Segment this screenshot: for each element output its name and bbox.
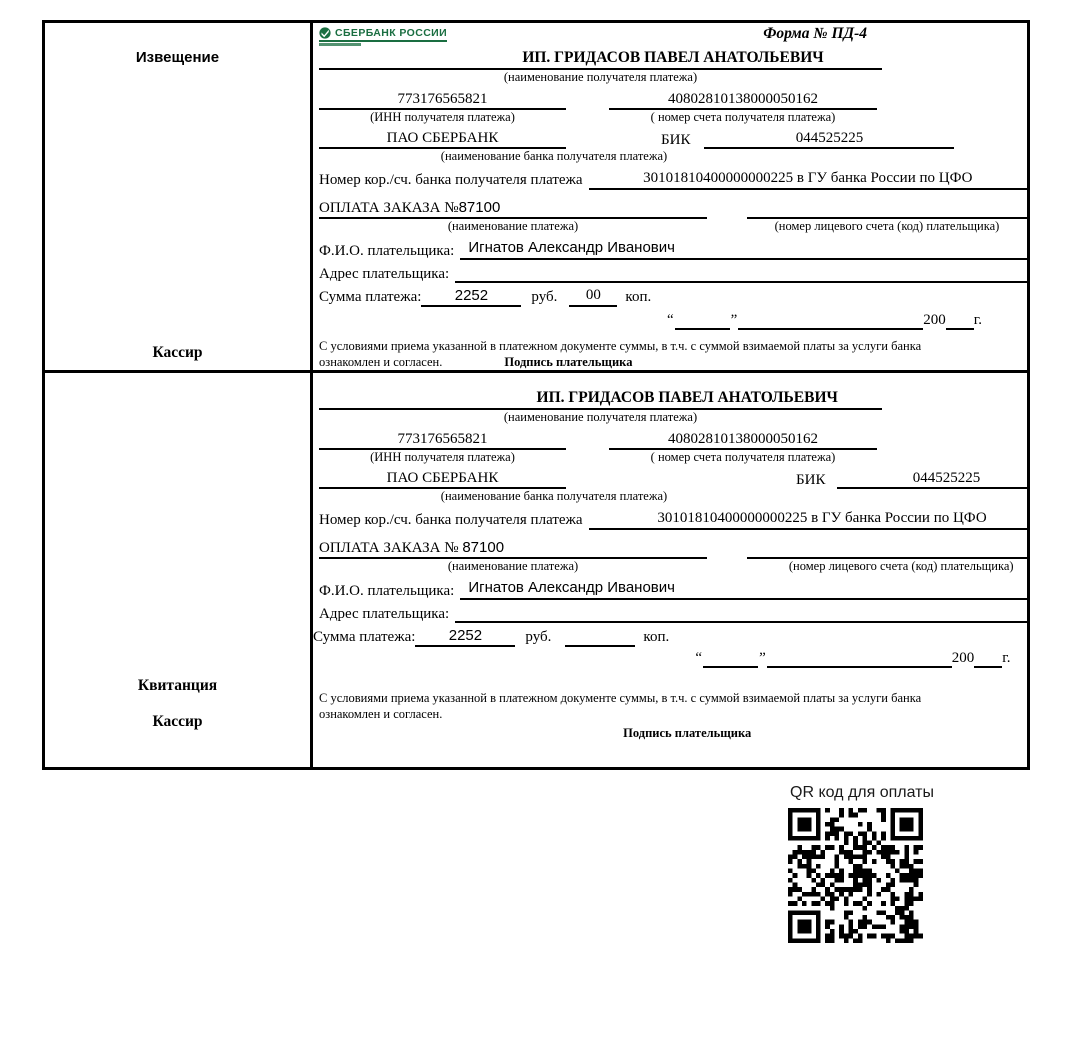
date-day-field: [703, 649, 758, 668]
payer-name-row: [319, 239, 1027, 260]
payment-name-row: [319, 199, 1027, 219]
order-number: 87100: [462, 538, 505, 556]
open-quote: “: [666, 312, 674, 329]
year-suffix: г.: [973, 312, 982, 329]
order-number: 87100: [458, 198, 501, 216]
payment-captions-row: [319, 559, 1027, 573]
bik-value: 044525225: [704, 130, 954, 149]
corr-account-row: [319, 510, 1027, 529]
notice-header-row: [319, 25, 1027, 49]
payer-address-row: [319, 263, 1027, 283]
payment-name-field: [319, 539, 707, 559]
date-month-field: [767, 649, 952, 668]
recipient-caption: (наименование получателя платежа): [503, 69, 698, 84]
date-row: [319, 311, 1027, 330]
kopecks-value: [565, 628, 635, 647]
open-quote: “: [695, 650, 703, 667]
inn-account-captions: [319, 450, 1027, 464]
sberbank-logo-text: СБЕРБАНК РОССИИ: [335, 27, 448, 39]
field-gap: [707, 219, 747, 233]
payer-address-field: [455, 603, 1027, 623]
account-value: 40802810138000050162: [609, 91, 877, 110]
date-year-field: [946, 311, 974, 330]
sberbank-logo-row: [319, 27, 447, 42]
payer-address-label: Адрес плательщика:: [319, 606, 450, 623]
agreement-line2: ознакомлен и согласен.: [319, 706, 443, 721]
year-prefix: 200: [951, 650, 975, 667]
payer-name-label: Ф.И.О. плательщика:: [319, 583, 455, 600]
close-quote: ”: [730, 312, 738, 329]
receipt-main-column: [313, 373, 1027, 767]
rub-label: руб.: [525, 629, 552, 646]
notice-section: [45, 23, 1027, 370]
inn-caption: (ИНН получателя платежа): [370, 110, 515, 125]
personal-account-caption: (номер лицевого счета (код) плательщика): [774, 218, 1000, 233]
agreement-line2-row: [319, 354, 1027, 370]
date-month-field: [738, 311, 923, 330]
field-gap: [566, 450, 609, 464]
amount-value: 2252: [415, 627, 515, 646]
corr-value: 30101810400000000225 в ГУ банка России по ЦФО: [589, 170, 1027, 189]
agreement-line1: С условиями приема указанной в платежном документе суммы, в т.ч. с суммой взимаемой платы за услуги банка: [319, 338, 922, 353]
year-suffix: г.: [1002, 650, 1011, 667]
notice-side-column: [45, 23, 313, 370]
payment-name-prefix: ОПЛАТА ЗАКАЗА №: [319, 199, 459, 216]
recipient-caption: (наименование получателя платежа): [503, 409, 698, 424]
inn-caption: (ИНН получателя платежа): [370, 450, 515, 465]
agreement-line2: ознакомлен и согласен.: [319, 354, 443, 369]
amount-label: Сумма платежа:: [313, 629, 416, 646]
bik-label: БИК: [796, 471, 826, 488]
payment-name-prefix: ОПЛАТА ЗАКАЗА №: [319, 539, 459, 556]
payer-signature-label: Подпись плательщика: [623, 725, 752, 740]
amount-value: 2252: [421, 287, 521, 306]
kop-label: коп.: [625, 289, 652, 306]
account-value: 40802810138000050162: [609, 431, 877, 450]
payer-name-value: Игнатов Александр Иванович: [460, 579, 1027, 600]
form-number: Форма № ПД-4: [763, 25, 867, 42]
receipt-section: [45, 373, 1027, 767]
amount-row: [319, 287, 1027, 306]
kop-label: коп.: [643, 629, 670, 646]
date-day-field: [675, 311, 730, 330]
payer-address-label: Адрес плательщика:: [319, 266, 450, 283]
rub-label: руб.: [531, 289, 558, 306]
date-row: [319, 649, 1027, 668]
bank-caption: (наименование банка получателя платежа): [440, 149, 668, 164]
personal-account-field: [747, 539, 1027, 559]
payer-address-row: [319, 603, 1027, 623]
sberbank-logo: [319, 25, 447, 46]
payment-captions-row: [319, 219, 1027, 233]
kopecks-value: 00: [569, 287, 617, 306]
sberbank-emblem-icon: [319, 27, 331, 39]
amount-label: Сумма платежа:: [319, 289, 422, 306]
notice-label: Извещение: [135, 49, 220, 66]
receipt-label: Квитанция: [137, 677, 218, 694]
inn-account-row: [319, 91, 1027, 110]
year-prefix: 200: [923, 312, 946, 329]
personal-account-field: [747, 199, 1027, 219]
inn-account-row: [319, 431, 1027, 450]
payment-caption: (наименование платежа): [447, 558, 579, 573]
sberbank-logo-subtext: [319, 43, 361, 46]
account-caption: ( номер счета получателя платежа): [650, 450, 836, 465]
cashier-label: Кассир: [152, 344, 203, 361]
recipient-name: ИП. ГРИДАСОВ ПАВЕЛ АНАТОЛЬЕВИЧ: [536, 389, 838, 406]
payer-name-row: [319, 579, 1027, 600]
account-caption: ( номер счета получателя платежа): [650, 110, 836, 125]
payer-name-value: Игнатов Александр Иванович: [460, 239, 1027, 260]
recipient-name: ИП. ГРИДАСОВ ПАВЕЛ АНАТОЛЬЕВИЧ: [522, 49, 824, 66]
close-quote: ”: [759, 650, 766, 667]
inn-value: 773176565821: [319, 91, 566, 110]
payment-caption: (наименование платежа): [447, 218, 579, 233]
amount-row: [313, 627, 1027, 646]
date-year-field: [974, 649, 1002, 668]
notice-main-column: [313, 23, 1027, 370]
payer-name-label: Ф.И.О. плательщика:: [319, 243, 455, 260]
corr-value: 30101810400000000225 в ГУ банка России по ЦФО: [589, 510, 1027, 529]
qr-block: [788, 784, 938, 943]
qr-title: QR код для оплаты: [790, 784, 935, 801]
field-gap: [566, 110, 609, 124]
bank-caption: (наименование банка получателя платежа): [440, 489, 668, 504]
bik-value: 044525225: [837, 470, 1027, 489]
bank-row: [319, 470, 1027, 489]
pd4-form: [42, 20, 1030, 770]
field-gap: [707, 559, 747, 573]
bik-label: БИК: [661, 131, 691, 148]
agreement-block: [319, 338, 1027, 370]
corr-label: Номер кор./сч. банка получателя платежа: [319, 512, 583, 529]
bank-name: ПАО СБЕРБАНК: [319, 130, 566, 149]
payment-name-row: [319, 539, 1027, 559]
corr-label: Номер кор./сч. банка получателя платежа: [319, 172, 583, 189]
personal-account-caption: (номер лицевого счета (код) плательщика): [788, 558, 1014, 573]
cashier-label: Кассир: [152, 713, 203, 730]
bank-row: [319, 130, 1027, 149]
qr-code: [788, 808, 923, 943]
agreement-block: [319, 690, 1027, 722]
payment-name-field: [319, 199, 707, 219]
agreement-line1: С условиями приема указанной в платежном документе суммы, в т.ч. с суммой взимаемой платы за услуги банка: [319, 690, 922, 705]
corr-account-row: [319, 170, 1027, 189]
inn-value: 773176565821: [319, 431, 566, 450]
receipt-side-column: [45, 373, 313, 767]
bank-name: ПАО СБЕРБАНК: [319, 470, 566, 489]
payer-address-field: [455, 263, 1027, 283]
inn-account-captions: [319, 110, 1027, 124]
payer-signature-label: Подпись плательщика: [504, 354, 633, 369]
